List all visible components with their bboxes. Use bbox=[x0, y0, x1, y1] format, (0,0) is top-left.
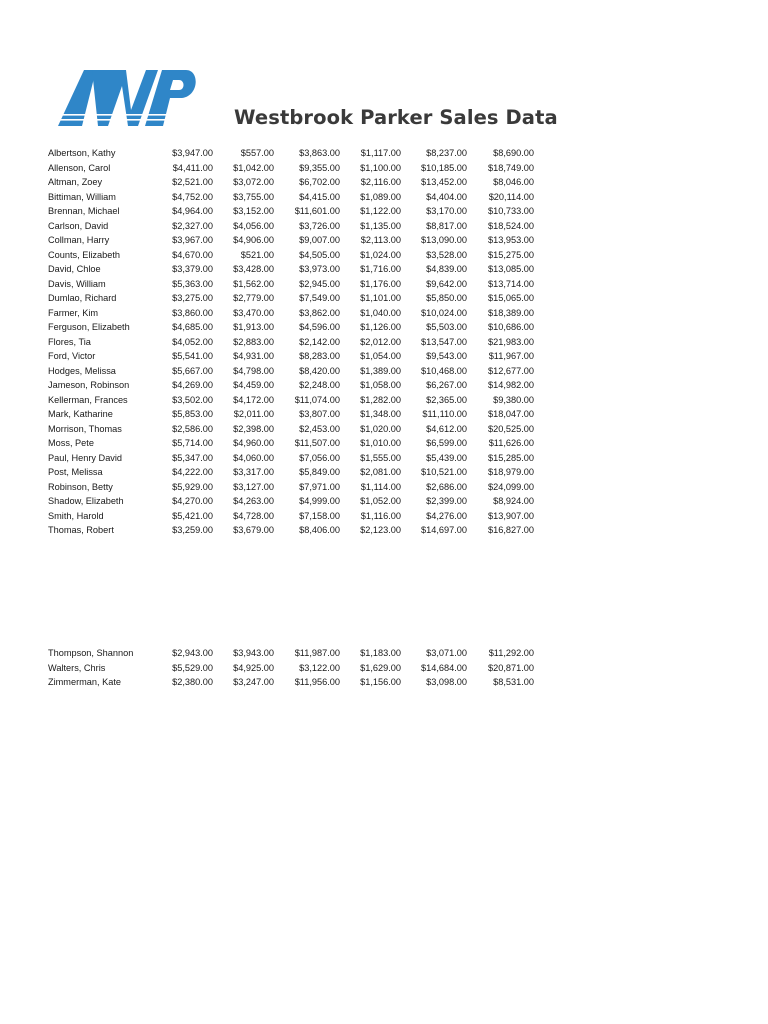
sales-value: $6,267.00 bbox=[426, 380, 467, 390]
sales-value: $8,283.00 bbox=[299, 351, 340, 361]
sales-value: $9,543.00 bbox=[426, 351, 467, 361]
sales-value: $5,929.00 bbox=[172, 481, 213, 492]
sales-value: $18,979.00 bbox=[488, 467, 534, 477]
sales-value: $4,415.00 bbox=[299, 191, 340, 202]
table-row bbox=[48, 646, 534, 661]
sales-value: $3,122.00 bbox=[299, 662, 340, 673]
sales-value: $2,779.00 bbox=[233, 293, 274, 303]
sales-value: $4,052.00 bbox=[172, 336, 213, 347]
sales-value: $2,686.00 bbox=[426, 481, 467, 492]
sales-value: $5,714.00 bbox=[172, 438, 213, 448]
sales-value: $18,524.00 bbox=[488, 220, 534, 231]
sales-value: $3,807.00 bbox=[299, 409, 340, 419]
wp-logo bbox=[58, 70, 198, 126]
sales-value: $2,142.00 bbox=[299, 336, 340, 347]
sales-value: $11,601.00 bbox=[294, 206, 340, 216]
salesperson-name: Walters, Chris bbox=[48, 662, 106, 673]
sales-value: $2,365.00 bbox=[426, 394, 467, 405]
salesperson-name: Paul, Henry David bbox=[48, 452, 123, 463]
sales-value: $6,599.00 bbox=[426, 438, 467, 448]
sales-value: $11,110.00 bbox=[422, 409, 467, 419]
sales-value: $2,081.00 bbox=[360, 467, 401, 477]
sales-value: $11,987.00 bbox=[294, 648, 340, 658]
sales-value: $1,058.00 bbox=[360, 380, 401, 390]
sales-value: $4,964.00 bbox=[172, 206, 213, 216]
sales-value: $4,596.00 bbox=[299, 322, 340, 332]
sales-value: $11,292.00 bbox=[488, 648, 534, 658]
sales-value: $1,282.00 bbox=[360, 394, 401, 405]
sales-value: $4,411.00 bbox=[172, 162, 213, 173]
sales-value: $2,327.00 bbox=[172, 220, 213, 231]
sales-value: $10,521.00 bbox=[421, 467, 467, 477]
sales-value: $18,389.00 bbox=[488, 307, 534, 318]
sales-value: $12,677.00 bbox=[488, 365, 534, 376]
sales-value: $3,860.00 bbox=[172, 307, 213, 318]
salesperson-name: Albertson, Kathy bbox=[48, 148, 116, 158]
salesperson-name: Carlson, David bbox=[48, 220, 109, 231]
sales-value: $3,967.00 bbox=[172, 235, 213, 245]
sales-value: $5,439.00 bbox=[426, 452, 467, 463]
sales-value: $4,612.00 bbox=[426, 423, 467, 434]
sales-value: $18,749.00 bbox=[488, 162, 534, 173]
sales-value: $5,850.00 bbox=[426, 293, 467, 303]
sales-value: $8,420.00 bbox=[299, 365, 340, 376]
sales-value: $2,380.00 bbox=[172, 677, 213, 687]
sales-value: $14,697.00 bbox=[421, 525, 467, 535]
table-row bbox=[48, 161, 534, 176]
sales-value: $4,269.00 bbox=[172, 380, 213, 390]
sales-value: $21,983.00 bbox=[488, 336, 534, 347]
salesperson-name: Thomas, Robert bbox=[48, 525, 114, 535]
salesperson-name: Mark, Katharine bbox=[48, 409, 113, 419]
sales-value: $20,525.00 bbox=[488, 423, 534, 434]
salesperson-name: Ford, Victor bbox=[48, 351, 96, 361]
sales-value: $5,541.00 bbox=[172, 351, 213, 361]
sales-value: $8,046.00 bbox=[493, 177, 534, 187]
salesperson-name: Flores, Tia bbox=[48, 336, 91, 347]
sales-value: $1,020.00 bbox=[360, 423, 401, 434]
salesperson-name: Counts, Elizabeth bbox=[48, 249, 121, 260]
sales-value: $1,116.00 bbox=[360, 510, 401, 521]
sales-value: $13,547.00 bbox=[421, 336, 467, 347]
table-row bbox=[48, 291, 534, 306]
sales-value: $9,355.00 bbox=[299, 162, 340, 173]
sales-value: $7,056.00 bbox=[299, 452, 340, 463]
salesperson-name: Morrison, Thomas bbox=[48, 423, 122, 434]
sales-value: $7,549.00 bbox=[299, 293, 340, 303]
sales-value: $10,733.00 bbox=[488, 206, 534, 216]
table-row bbox=[48, 277, 534, 292]
sales-value: $11,956.00 bbox=[294, 677, 340, 687]
table-row bbox=[48, 393, 534, 408]
sales-value: $3,470.00 bbox=[233, 307, 274, 318]
sales-value: $5,529.00 bbox=[172, 662, 213, 673]
salesperson-name: Farmer, Kim bbox=[48, 307, 99, 318]
sales-value: $15,065.00 bbox=[488, 293, 534, 303]
sales-value: $3,247.00 bbox=[233, 677, 274, 687]
salesperson-name: Brennan, Michael bbox=[48, 206, 120, 216]
sales-value: $4,728.00 bbox=[233, 510, 274, 521]
sales-value: $4,056.00 bbox=[233, 220, 274, 231]
sales-value: $11,626.00 bbox=[488, 438, 534, 448]
table-row bbox=[48, 364, 534, 379]
sales-value: $4,263.00 bbox=[233, 496, 274, 506]
salesperson-name: Smith, Harold bbox=[48, 510, 104, 521]
sales-value: $2,123.00 bbox=[360, 525, 401, 535]
sales-value: $2,945.00 bbox=[299, 278, 340, 289]
sales-value: $1,629.00 bbox=[360, 662, 401, 673]
sales-value: $13,452.00 bbox=[421, 177, 467, 187]
sales-value: $8,237.00 bbox=[426, 148, 467, 158]
sales-value: $15,285.00 bbox=[488, 452, 534, 463]
sales-value: $1,126.00 bbox=[360, 322, 401, 332]
sales-value: $13,714.00 bbox=[488, 278, 534, 289]
sales-table-body-continued bbox=[48, 646, 534, 690]
sales-value: $4,459.00 bbox=[233, 380, 274, 390]
sales-value: $15,275.00 bbox=[488, 249, 534, 260]
table-row bbox=[48, 407, 534, 422]
sales-value: $3,317.00 bbox=[233, 467, 274, 477]
sales-value: $4,906.00 bbox=[233, 235, 274, 245]
sales-value: $4,925.00 bbox=[233, 662, 274, 673]
sales-value: $4,752.00 bbox=[172, 191, 213, 202]
salesperson-name: Post, Melissa bbox=[48, 467, 103, 477]
table-row bbox=[48, 306, 534, 321]
salesperson-name: Thompson, Shannon bbox=[48, 648, 134, 658]
salesperson-name: Allenson, Carol bbox=[48, 162, 111, 173]
sales-value: $1,101.00 bbox=[360, 293, 401, 303]
sales-value: $5,853.00 bbox=[172, 409, 213, 419]
sales-value: $1,100.00 bbox=[360, 162, 401, 173]
sales-value: $3,098.00 bbox=[426, 677, 467, 687]
sales-value: $3,947.00 bbox=[172, 148, 213, 158]
sales-value: $3,072.00 bbox=[233, 177, 274, 187]
sales-value: $1,348.00 bbox=[360, 409, 401, 419]
sales-value: $24,099.00 bbox=[488, 481, 534, 492]
salesperson-name: Kellerman, Frances bbox=[48, 394, 128, 405]
sales-value: $14,684.00 bbox=[421, 662, 467, 673]
salesperson-name: Collman, Harry bbox=[48, 235, 110, 245]
sales-value: $1,389.00 bbox=[360, 365, 401, 376]
table-row bbox=[48, 480, 534, 495]
sales-value: $4,060.00 bbox=[233, 452, 274, 463]
sales-value: $4,685.00 bbox=[172, 322, 213, 332]
sales-value: $3,726.00 bbox=[299, 220, 340, 231]
salesperson-name: Moss, Pete bbox=[48, 438, 94, 448]
table-row bbox=[48, 204, 534, 219]
sales-value: $5,667.00 bbox=[172, 365, 213, 376]
sales-value: $4,222.00 bbox=[172, 467, 213, 477]
sales-value: $4,960.00 bbox=[233, 438, 274, 448]
sales-value: $5,421.00 bbox=[172, 510, 213, 521]
salesperson-name: Robinson, Betty bbox=[48, 481, 113, 492]
sales-value: $3,275.00 bbox=[172, 293, 213, 303]
sales-value: $1,913.00 bbox=[233, 322, 274, 332]
sales-value: $5,849.00 bbox=[299, 467, 340, 477]
sales-value: $4,931.00 bbox=[233, 351, 274, 361]
sales-value: $4,404.00 bbox=[426, 191, 467, 202]
sales-value: $9,642.00 bbox=[426, 278, 467, 289]
sales-value: $4,839.00 bbox=[426, 264, 467, 274]
sales-value: $1,555.00 bbox=[360, 452, 401, 463]
sales-value: $557.00 bbox=[240, 148, 274, 158]
sales-value: $16,827.00 bbox=[488, 525, 534, 535]
sales-value: $2,011.00 bbox=[233, 409, 274, 419]
sales-value: $8,924.00 bbox=[493, 496, 534, 506]
sales-value: $2,453.00 bbox=[299, 423, 340, 434]
sales-value: $1,183.00 bbox=[360, 648, 401, 658]
sales-value: $1,117.00 bbox=[360, 148, 401, 158]
sales-value: $4,270.00 bbox=[172, 496, 213, 506]
table-row bbox=[48, 436, 534, 451]
salesperson-name: Jameson, Robinson bbox=[48, 380, 130, 390]
sales-value: $3,152.00 bbox=[233, 206, 274, 216]
table-row bbox=[48, 509, 534, 524]
sales-value: $3,428.00 bbox=[233, 264, 274, 274]
sales-value: $521.00 bbox=[240, 249, 274, 260]
sales-value: $3,973.00 bbox=[299, 264, 340, 274]
sales-value: $11,074.00 bbox=[294, 394, 340, 405]
sales-value: $4,999.00 bbox=[299, 496, 340, 506]
sales-value: $1,114.00 bbox=[360, 481, 401, 492]
table-row bbox=[48, 262, 534, 277]
salesperson-name: Shadow, Elizabeth bbox=[48, 496, 124, 506]
sales-value: $3,071.00 bbox=[426, 648, 467, 658]
sales-value: $1,122.00 bbox=[360, 206, 401, 216]
sales-value: $3,528.00 bbox=[426, 249, 467, 260]
sales-value: $1,052.00 bbox=[360, 496, 401, 506]
sales-value: $3,863.00 bbox=[299, 148, 340, 158]
table-row bbox=[48, 175, 534, 190]
sales-value: $7,158.00 bbox=[299, 510, 340, 521]
sales-value: $3,943.00 bbox=[233, 648, 274, 658]
table-row bbox=[48, 219, 534, 234]
salesperson-name: Hodges, Melissa bbox=[48, 365, 116, 376]
sales-value: $20,871.00 bbox=[488, 662, 534, 673]
sales-value: $1,156.00 bbox=[360, 677, 401, 687]
sales-value: $1,176.00 bbox=[360, 278, 401, 289]
sales-value: $3,259.00 bbox=[172, 525, 213, 535]
table-row bbox=[48, 451, 534, 466]
sales-value: $1,054.00 bbox=[360, 351, 401, 361]
sales-value: $5,347.00 bbox=[172, 452, 213, 463]
table-row bbox=[48, 422, 534, 437]
salesperson-name: Davis, William bbox=[48, 278, 106, 289]
table-row bbox=[48, 465, 534, 480]
table-row bbox=[48, 233, 534, 248]
salesperson-name: Ferguson, Elizabeth bbox=[48, 322, 130, 332]
sales-value: $3,127.00 bbox=[233, 481, 274, 492]
sales-value: $1,040.00 bbox=[360, 307, 401, 318]
sales-value: $4,276.00 bbox=[426, 510, 467, 521]
table-row bbox=[48, 248, 534, 263]
sales-value: $4,505.00 bbox=[299, 249, 340, 260]
sales-value: $8,406.00 bbox=[299, 525, 340, 535]
sales-value: $11,967.00 bbox=[488, 351, 534, 361]
sales-value: $1,135.00 bbox=[360, 220, 401, 231]
salesperson-name: Dumlao, Richard bbox=[48, 293, 117, 303]
sales-value: $8,690.00 bbox=[493, 148, 534, 158]
sales-value: $2,012.00 bbox=[360, 336, 401, 347]
sales-value: $9,380.00 bbox=[493, 394, 534, 405]
table-row bbox=[48, 320, 534, 335]
sales-value: $3,379.00 bbox=[172, 264, 213, 274]
sales-value: $3,755.00 bbox=[233, 191, 274, 202]
sales-value: $3,679.00 bbox=[233, 525, 274, 535]
table-row bbox=[48, 675, 534, 690]
sales-value: $13,907.00 bbox=[488, 510, 534, 521]
sales-value: $10,686.00 bbox=[488, 322, 534, 332]
table-row bbox=[48, 523, 534, 538]
sales-value: $1,716.00 bbox=[360, 264, 401, 274]
salesperson-name: David, Chloe bbox=[48, 264, 101, 274]
sales-value: $2,113.00 bbox=[360, 235, 401, 245]
sales-value: $4,798.00 bbox=[233, 365, 274, 376]
table-row bbox=[48, 335, 534, 350]
sales-value: $10,185.00 bbox=[421, 162, 467, 173]
sales-value: $5,503.00 bbox=[426, 322, 467, 332]
sales-value: $8,817.00 bbox=[426, 220, 467, 231]
sales-value: $2,399.00 bbox=[426, 496, 467, 506]
table-row bbox=[48, 146, 534, 161]
sales-value: $13,090.00 bbox=[421, 235, 467, 245]
table-row bbox=[48, 661, 534, 676]
sales-value: $2,586.00 bbox=[172, 423, 213, 434]
sales-value: $14,982.00 bbox=[488, 380, 534, 390]
sales-value: $3,502.00 bbox=[172, 394, 213, 405]
sales-table bbox=[48, 146, 534, 538]
salesperson-name: Bittiman, William bbox=[48, 191, 116, 202]
sales-table-body bbox=[48, 146, 534, 538]
table-row bbox=[48, 190, 534, 205]
table-row bbox=[48, 349, 534, 364]
sales-value: $1,042.00 bbox=[233, 162, 274, 173]
sales-value: $10,468.00 bbox=[421, 365, 467, 376]
sales-value: $9,007.00 bbox=[299, 235, 340, 245]
sales-value: $3,862.00 bbox=[299, 307, 340, 318]
sales-value: $13,953.00 bbox=[488, 235, 534, 245]
sales-value: $1,010.00 bbox=[360, 438, 401, 448]
salesperson-name: Zimmerman, Kate bbox=[48, 677, 122, 687]
salesperson-name: Altman, Zoey bbox=[48, 177, 103, 187]
sales-value: $20,114.00 bbox=[488, 191, 534, 202]
sales-value: $1,024.00 bbox=[360, 249, 401, 260]
sales-value: $11,507.00 bbox=[294, 438, 340, 448]
sales-value: $2,116.00 bbox=[360, 177, 401, 187]
sales-value: $2,883.00 bbox=[233, 336, 274, 347]
sales-value: $8,531.00 bbox=[493, 677, 534, 687]
table-row bbox=[48, 494, 534, 509]
sales-value: $3,170.00 bbox=[426, 206, 467, 216]
table-row bbox=[48, 378, 534, 393]
sales-value: $4,670.00 bbox=[172, 249, 213, 260]
sales-value: $5,363.00 bbox=[172, 278, 213, 289]
sales-value: $10,024.00 bbox=[421, 307, 467, 318]
sales-value: $7,971.00 bbox=[299, 481, 340, 492]
sales-value: $1,089.00 bbox=[360, 191, 401, 202]
sales-value: $2,398.00 bbox=[233, 423, 274, 434]
sales-value: $13,085.00 bbox=[488, 264, 534, 274]
page-title: Westbrook Parker Sales Data bbox=[234, 106, 558, 129]
sales-value: $1,562.00 bbox=[233, 278, 274, 289]
sales-value: $2,943.00 bbox=[172, 648, 213, 658]
sales-value: $2,521.00 bbox=[172, 177, 213, 187]
sales-value: $4,172.00 bbox=[233, 394, 274, 405]
sales-table-continued bbox=[48, 646, 534, 690]
sales-value: $18,047.00 bbox=[488, 409, 534, 419]
sales-value: $6,702.00 bbox=[299, 177, 340, 187]
sales-value: $2,248.00 bbox=[299, 380, 340, 390]
